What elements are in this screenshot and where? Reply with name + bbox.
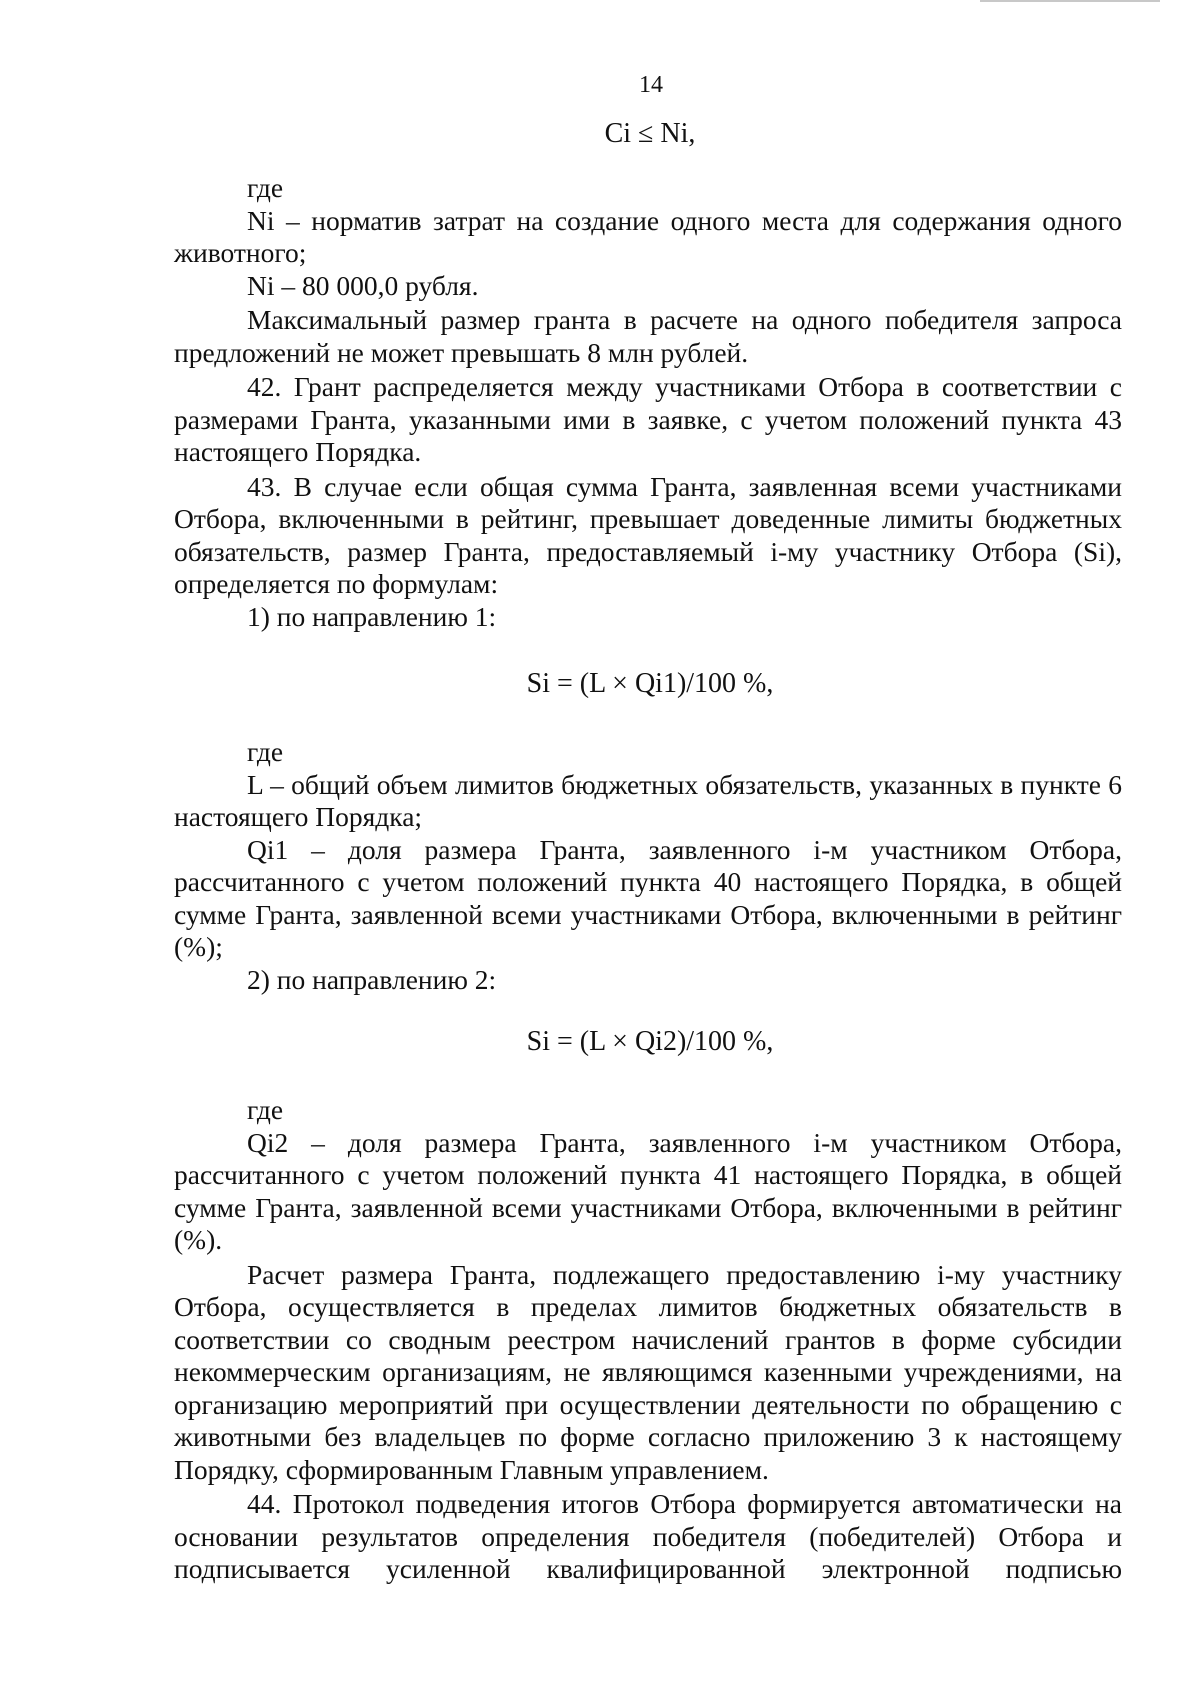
page-number: 14: [639, 72, 663, 98]
text-block-2: [174, 736, 1122, 996]
text-block-1: [174, 172, 1122, 633]
where-label: где: [247, 1094, 284, 1125]
paragraph-42: 42. Грант распределяется между участниками Отбора в соответствии с размерами Гранта, указанными ими в заявке, с учетом положений пункта 43 настоящего Порядка.: [174, 371, 1122, 467]
ni-definition: Ni – норматив затрат на создание одного места для содержания одного животного;: [174, 204, 1122, 268]
scan-edge-mark: [980, 0, 1160, 2]
direction-1: 1) по направлению 1:: [247, 600, 497, 632]
l-definition: L – общий объем лимитов бюджетных обязательств, указанных в пункте 6 настоящего Порядка;: [174, 768, 1122, 832]
where-label: где: [247, 736, 284, 767]
calculation-paragraph: Расчет размера Гранта, подлежащего предоставлению i-му участнику Отбора, осуществляется в пределах лимитов бюджетных обязательств в соответствии со сводным реестром начислений грантов в форме субсидии некоммерческим организациям, не являющимся казенными учреждениями, на организацию мероприятий при осуществлении деятельности по обращению с животными без владельцев по форме согласно приложению 3 к настоящему Порядку, сформированным Главным управлением.: [174, 1258, 1122, 1485]
paragraph-43: 43. В случае если общая сумма Гранта, заявленная всеми участниками Отбора, включенными в рейтинг, превышает доведенные лимиты бюджетных обязательств, размер Гранта, предоставляемый i-му участнику Отбора (Si), определяется по формулам:: [174, 470, 1122, 599]
qi1-definition: Qi1 – доля размера Гранта, заявленного i-м участником Отбора, рассчитанного с учетом положений пункта 40 настоящего Порядка, в общей сумме Гранта, заявленной всеми участниками Отбора, включенными в рейтинг (%);: [174, 833, 1122, 962]
paragraph-44: 44. Протокол подведения итогов Отбора формируется автоматически на основании результатов определения победителя (победителей) Отбора и подписывается усиленной квалифицированной электронной подписью: [174, 1488, 1122, 1584]
text-block-3: [174, 1094, 1122, 1586]
formula-si-direction-1: Si = (L × Qi1)/100 %,: [526, 668, 774, 699]
direction-2: 2) по направлению 2:: [247, 963, 497, 995]
qi2-definition: Qi2 – доля размера Гранта, заявленного i-м участником Отбора, рассчитанного с учетом положений пункта 41 настоящего Порядка, в общей сумме Гранта, заявленной всеми участниками Отбора, включенными в рейтинг (%).: [174, 1126, 1122, 1255]
formula-ci-ni: Ci ≤ Ni,: [604, 118, 696, 149]
ni-value: Ni – 80 000,0 рубля.: [247, 269, 479, 301]
where-label: где: [247, 172, 284, 203]
formula-si-direction-2: Si = (L × Qi2)/100 %,: [526, 1026, 774, 1057]
max-grant-paragraph: Максимальный размер гранта в расчете на одного победителя запроса предложений не может превышать 8 млн рублей.: [174, 304, 1122, 368]
